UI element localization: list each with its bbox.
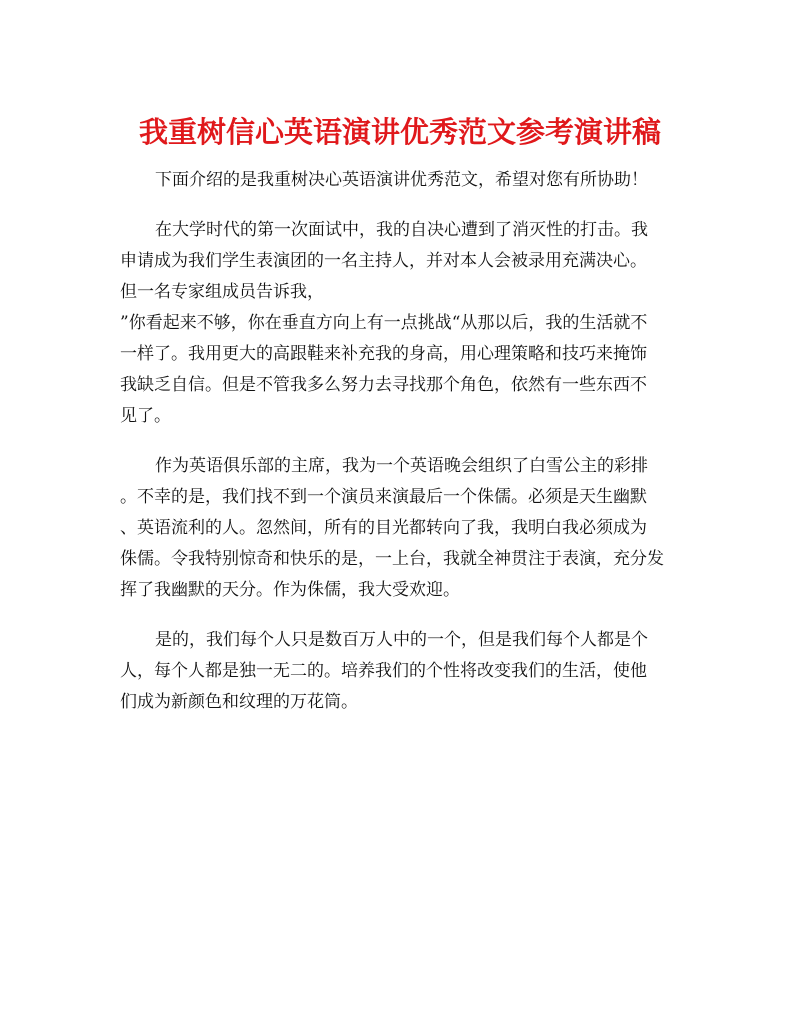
paragraph-line: 们成为新颜色和纹理的万花筒。 (120, 692, 358, 712)
paragraph-line: 我缺乏自信。但是不管我多么努力去寻找那个角色，依然有一些东西不 (120, 375, 647, 395)
paragraph-line: 挥了我幽默的天分。作为侏儒，我大受欢迎。 (120, 580, 460, 600)
paragraph-line: 是的，我们每个人只是数百万人中的一个，但是我们每个人都是个 (155, 630, 648, 650)
paragraph-spacer (120, 196, 690, 215)
paragraph-line: 人，每个人都是独一无二的。培养我们的个性将改变我们的生活，使他 (120, 661, 647, 681)
paragraph-line: 一样了。我用更大的高跟鞋来补充我的身高，用心理策略和技巧来掩饰 (120, 344, 647, 364)
document-title: 我重树信心英语演讲优秀范文参考演讲稿 (138, 115, 661, 149)
paragraph-line: 侏儒。令我特别惊奇和快乐的是，一上台，我就全神贯注于表演，充分发 (120, 549, 664, 569)
paragraph-line: 见了。 (120, 406, 171, 426)
paragraph-intro (120, 165, 690, 196)
paragraph-spacer (120, 432, 690, 451)
paragraph-line: 下面介绍的是我重树决心英语演讲优秀范文，希望对您有所协助！ (155, 170, 648, 190)
paragraph-interview (120, 215, 690, 432)
paragraph-english-club (120, 451, 690, 606)
paragraph-spacer (120, 606, 690, 625)
paragraph-line: 在大学时代的第一次面试中，我的自决心遭到了消灭性的打击。我 (155, 220, 648, 240)
paragraph-line: 申请成为我们学生表演团的一名主持人，并对本人会被录用充满决心。 (120, 251, 647, 271)
paragraph-line: 。不幸的是，我们找不到一个演员来演最后一个侏儒。必须是天生幽默 (120, 487, 647, 507)
paragraph-line: 但一名专家组成员告诉我， (120, 282, 324, 302)
document-body (120, 165, 690, 718)
paragraph-line: 作为英语俱乐部的主席，我为一个英语晚会组织了白雪公主的彩排 (155, 456, 648, 476)
paragraph-line: ”你看起来不够，你在垂直方向上有一点挑战“从那以后，我的生活就不 (120, 313, 648, 333)
paragraph-conclusion (120, 625, 690, 718)
paragraph-line: 、英语流利的人。忽然间，所有的目光都转向了我，我明白我必须成为 (120, 518, 647, 538)
